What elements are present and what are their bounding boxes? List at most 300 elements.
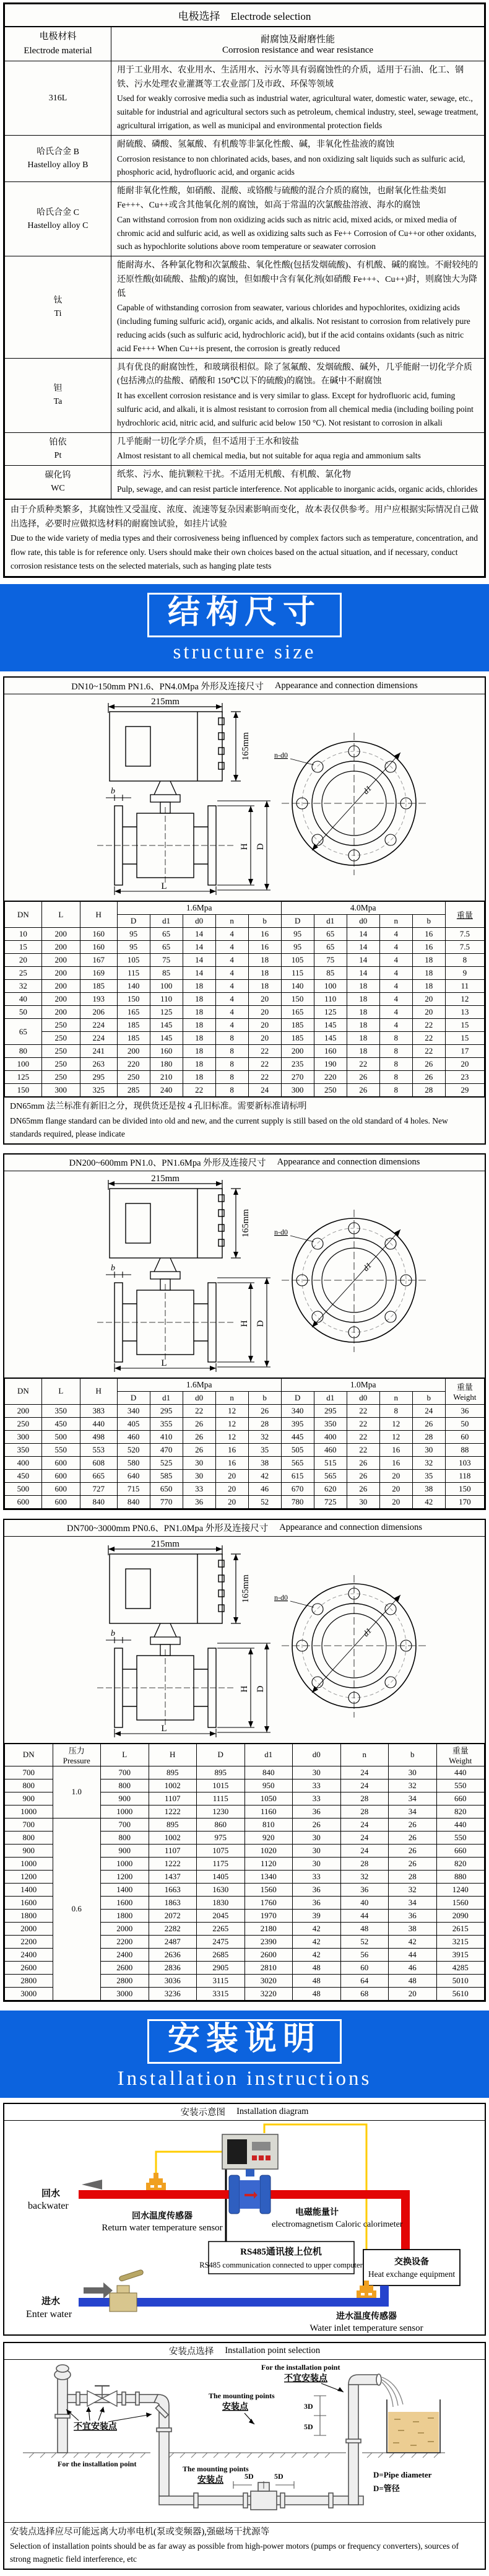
dim-cell: 340 [117, 1404, 150, 1417]
electrode-material: 钽 Ta [5, 358, 111, 432]
dim-d1-label: d1 [361, 1260, 373, 1273]
electrode-table-title [5, 4, 485, 27]
dim-cell: 36 [293, 1883, 341, 1896]
table-row [5, 1443, 485, 1456]
dim-cell: 20 [215, 1482, 248, 1495]
dim-cell: 34 [389, 1792, 437, 1805]
section2-diagram [4, 1171, 485, 1378]
dim-cell: 150 [281, 993, 314, 1006]
dim-cell: 22 [412, 1019, 445, 1032]
dim-cell: 1970 [244, 1909, 293, 1922]
sub-col-d1: d1 [314, 915, 347, 928]
section2-header-row1 [5, 1378, 485, 1391]
dim-165 [231, 1189, 241, 1258]
dim-cell: 840 [244, 1766, 293, 1779]
dim-cell: 30 [293, 1857, 341, 1870]
dim-cell: 150 [445, 1482, 484, 1495]
flange-front-view [274, 1575, 426, 1718]
dim-cell: 18 [183, 1058, 215, 1071]
dim-cell: 24 [340, 1779, 389, 1792]
dim-cell: 840 [80, 1495, 117, 1508]
electrode-row [5, 135, 485, 181]
dim-cell: 3220 [244, 1987, 293, 2000]
install-point-note: 安装点选择应尽可能远离大功率电机(泵或变频器),强磁场干扰源等 Selection of installation points should be as far away as possible from high-power motors (pumps or frequency converters), sources of strong magnetic field interference, etc [4, 2522, 485, 2569]
dim-cell: 115 [117, 967, 150, 980]
electrode-material: 哈氏合金 C Hastelloy alloy C [5, 182, 111, 256]
electrode-title-en: Electrode selection [230, 10, 311, 22]
dim-cell: 26 [389, 1831, 437, 1844]
dim-b-label: b [111, 1263, 115, 1273]
table-row [5, 967, 485, 980]
dim-cell: 48 [293, 1987, 341, 2000]
dim-cell: 36 [293, 1896, 341, 1909]
dim-cell: 15 [445, 1019, 484, 1032]
dim-cell: 1120 [244, 1857, 293, 1870]
dim-cell: 500 [41, 1430, 80, 1443]
dim-cell: 2475 [197, 1935, 245, 1948]
dim-cell: 2905 [197, 1961, 245, 1974]
dim-cell: 30 [412, 1443, 445, 1456]
flange-front-view [274, 733, 426, 875]
dim-cell: 145 [314, 1019, 347, 1032]
banner-en: Installation instructions [117, 2067, 372, 2090]
dim-cell: 18 [347, 1019, 379, 1032]
dim-cell: 2800 [5, 1974, 53, 1987]
dim-cell: 52 [340, 1935, 389, 1948]
dim-cell: 665 [80, 1469, 117, 1482]
enter-arrow-icon [84, 2282, 113, 2299]
dim-cell: 65 [150, 941, 183, 954]
dim-cell: 14 [183, 941, 215, 954]
top-bad-point-label-zh: 不宜安装点 [284, 2373, 327, 2383]
dim-cell: 46 [248, 1482, 281, 1495]
pour-stream [382, 2377, 403, 2407]
dim-cell: 460 [117, 1430, 150, 1443]
col-b: b [389, 1744, 437, 1766]
dim-cell: 800 [5, 1779, 53, 1792]
dim-cell: 2600 [101, 1961, 149, 1974]
dim-165 [231, 712, 241, 781]
electrode-table-body [5, 61, 485, 499]
dim-cell: 60 [445, 1430, 484, 1443]
table-row [5, 1404, 485, 1417]
dim-cell: 40 [340, 1896, 389, 1909]
dim-cell: 20 [389, 1987, 437, 2000]
col-pressure: 压力 Pressure [53, 1744, 101, 1766]
dim-cell: 18 [183, 1006, 215, 1019]
dim-cell: 553 [80, 1443, 117, 1456]
dim-cell: 5010 [436, 1974, 485, 1987]
electrode-description: 用于工业用水、农业用水、生活用水、污水等具有弱腐蚀性的介质，适用于石油、化工、钢铁、污水处理农业灌溉等工农业部门及市政、环保等领域 Used for weakly corrosive media such as industrial water, agricultural water, domestic water, sewage, etc., suitable for industrial and agricultural sectors such as petroleum, chemical industry, steel, sewage treatment, agricultural irrigation, as well as municipal and environmental protection fields [111, 61, 485, 136]
dim-cell: 165 [117, 1006, 150, 1019]
dim-cell: 2282 [149, 1922, 197, 1935]
rs485-label-en: RS485 communication connected to upper computer [199, 2260, 363, 2269]
dim-cell: 95 [117, 941, 150, 954]
dim-cell: 810 [244, 1818, 293, 1831]
calorimeter-icon [222, 2134, 278, 2214]
dim-cell: 700 [101, 1818, 149, 1831]
col-weight: 重量 Weight [436, 1744, 485, 1766]
dim-cell: 140 [117, 980, 150, 993]
dim-cell: 22 [347, 1430, 379, 1443]
dim-cell: 33 [293, 1792, 341, 1805]
dim-cell: 28 [248, 1417, 281, 1430]
dim-cell: 33 [293, 1779, 341, 1792]
sub-col-b: b [412, 1391, 445, 1404]
dim-cell: 25 [5, 967, 42, 980]
inlet-sensor-label-zh: 进水温度传感器 [336, 2312, 397, 2321]
section2-header: DN200~600mm PN1.0、PN1.6Mpa 外形及连接尺寸 Appearance and connection dimensions [4, 1155, 485, 1171]
dim-cell: 14 [347, 954, 379, 967]
dim-cell: 660 [436, 1792, 485, 1805]
dim-cell: 36 [389, 1909, 437, 1922]
dim-cell: 585 [150, 1469, 183, 1482]
dim-cell: 118 [445, 1469, 484, 1482]
dim-b [106, 1272, 131, 1278]
backwater-label-en: backwater [28, 2200, 69, 2211]
dim-cell: 800 [101, 1779, 149, 1792]
converter-box [110, 712, 224, 781]
dim-cell: 1222 [149, 1805, 197, 1818]
electrode-material: 碳化钨 WC [5, 466, 111, 499]
riser-dim-bracket [314, 2396, 326, 2435]
dim-cell: 35 [248, 1443, 281, 1456]
dim-cell: 220 [314, 1071, 347, 1084]
dim-cell: 48 [293, 1961, 341, 1974]
dim-cell: 34 [389, 1805, 437, 1818]
electrode-col2-header: 耐腐蚀及耐磨性能 Corrosion resistance and wear resistance [111, 27, 485, 61]
sub-col-d1: d1 [150, 915, 183, 928]
dim-cell: 26 [347, 1482, 379, 1495]
dim-cell: 28 [340, 1792, 389, 1805]
dim-cell: 200 [41, 928, 80, 941]
dim-cell: 95 [117, 928, 150, 941]
dim-cell: 16 [248, 928, 281, 941]
dim-cell: 42 [389, 1935, 437, 1948]
dim-cell: 22 [183, 1404, 215, 1417]
dim-cell: 26 [183, 1430, 215, 1443]
dim-cell: 8 [215, 1071, 248, 1084]
dim-cell: 32 [5, 980, 42, 993]
dim-cell: 48 [340, 1922, 389, 1935]
mount-points-label-en-1: The mounting points [209, 2391, 275, 2400]
col-weight: 重量 [445, 902, 484, 928]
dim-cell: 22 [248, 1058, 281, 1071]
dim-cell: 20 [5, 954, 42, 967]
dim-d-label: D [256, 1685, 266, 1693]
dim-cell: 727 [80, 1482, 117, 1495]
dim-cell: 180 [150, 1058, 183, 1071]
dim-cell: 1560 [436, 1896, 485, 1909]
dim-cell: 1400 [101, 1883, 149, 1896]
dim-b-label: b [111, 787, 115, 797]
sub-col-d1: d1 [150, 1391, 183, 1404]
dim-cell: 3115 [197, 1974, 245, 1987]
dim-cell: 16 [215, 1443, 248, 1456]
electrode-material: 铂依 Pt [5, 432, 111, 466]
dim-cell: 300 [41, 1084, 80, 1097]
dim-cell: 8 [445, 954, 484, 967]
dim-cell: 565 [281, 1456, 314, 1469]
return-sensor-label-zh: 回水温度传感器 [132, 2211, 193, 2221]
dim-cell: 660 [436, 1844, 485, 1857]
dim-cell: 185 [117, 1032, 150, 1045]
dim-cell: 1630 [197, 1883, 245, 1896]
dim-165-label: 165mm [241, 1208, 251, 1238]
dim-cell: 900 [101, 1844, 149, 1857]
dim-cell: 13 [445, 1006, 484, 1019]
dim-cell: 3036 [149, 1974, 197, 1987]
sub-col-b: b [412, 915, 445, 928]
table-row [5, 1482, 485, 1495]
section2-table [4, 1378, 485, 1509]
dim-cell: 22 [347, 1417, 379, 1430]
dim-cell: 715 [117, 1482, 150, 1495]
dim-cell: 18 [248, 967, 281, 980]
electrode-description: 耐硫酸、磷酸、氢氟酸、有机酸等非氯化性酸、碱，非氧化性盐液的腐蚀 Corrosion resistance to non chlorinated acids, bases, and non oxidizing salt liquids such as sulfuric acid, phosphoric acid, hydrofluoric acid, and organic acids [111, 135, 485, 181]
dim-cell: 670 [281, 1482, 314, 1495]
dim-cell: 600 [41, 1482, 80, 1495]
dim-h-label: H [240, 843, 249, 850]
dim-cell: 85 [314, 967, 347, 980]
electrode-col1-header: 电极材料 Electrode material [5, 27, 111, 61]
dim-cell: 210 [150, 1071, 183, 1084]
dim-cell: 36 [445, 1404, 484, 1417]
section3-header: DN700~3000mm PN0.6、PN1.0Mpa 外形及连接尺寸 Appearance and connection dimensions [4, 1520, 485, 1537]
electrode-description: 能耐非氧化性酸，如硝酸、混酸、或铬酸与硫酸的混合介质的腐蚀，也耐氧化性盐类如 Fe+++、Cu++或含其他氧化剂的腐蚀，如高于常温的次氯酸盐溶液、海水的腐蚀 Can withstand corrosion from non oxidizing acids such as nitric acid, mixed acids, or mixed media of chromic acid and sulfuric acid, as well as oxidizing salts such as Fe++ Corrosion of Cu++or other oxidants, such as hypochlorite solutions above room temperature or seawater corrosion [111, 182, 485, 256]
left-bad-arrowheads [66, 2407, 152, 2417]
sub-col-D: D [117, 915, 150, 928]
dim-cell: 17 [445, 1045, 484, 1058]
dim-cell: 220 [117, 1058, 150, 1071]
dim-cell: 18 [412, 954, 445, 967]
dim-cell: 100 [314, 980, 347, 993]
dim-cell: 32 [412, 1456, 445, 1469]
dim-cell: 28 [340, 1805, 389, 1818]
left-bad-arrows [66, 2407, 152, 2422]
col-dn: DN [5, 1744, 53, 1766]
ground-hatch [29, 2453, 439, 2458]
return-temp-sensor-icon [146, 2173, 166, 2190]
dim-cell: 1160 [244, 1805, 293, 1818]
dim-cell: 18 [183, 993, 215, 1006]
dim-d-label: D [256, 1320, 266, 1327]
dim-cell: 460 [314, 1443, 347, 1456]
dim-cell: 8 [379, 1404, 412, 1417]
dim-cell: 498 [80, 1430, 117, 1443]
section1-header-row1 [5, 902, 485, 915]
dim-cell: 145 [150, 1032, 183, 1045]
bottom-pipe [159, 2482, 363, 2510]
dim-cell: 1560 [244, 1883, 293, 1896]
electrode-description: 纸浆、污水、能抗颗粒干扰。不适用无机酸、有机酸、氯化物 Pulp, sewage, and can resist particle interference. Not applicable to inorganic acids, organic acids, chlorides [111, 466, 485, 499]
dim-cell: 1075 [197, 1844, 245, 1857]
converter-box [110, 1554, 224, 1623]
dim-cell: 30 [293, 1844, 341, 1857]
table-row [5, 1032, 485, 1045]
dim-cell: 2487 [149, 1935, 197, 1948]
dim-cell: 30 [347, 1495, 379, 1508]
dim-cell: 23 [445, 1071, 484, 1084]
converter-box [110, 1189, 224, 1258]
dim-cell: 75 [314, 954, 347, 967]
dim-cell: 1115 [197, 1792, 245, 1805]
dim-cell: 3000 [101, 1987, 149, 2000]
col-dn: DN [5, 902, 42, 928]
dim-cell: 50 [445, 1417, 484, 1430]
dim-cell: 44 [340, 1909, 389, 1922]
mount-points-label-zh-2: 安装点 [197, 2475, 223, 2485]
dim-cell: 85 [150, 967, 183, 980]
table-row [5, 1019, 485, 1032]
sub-col-d0: d0 [183, 915, 215, 928]
structure-diagram [4, 1174, 462, 1373]
dim-cell: 22 [248, 1045, 281, 1058]
dim-cell: 295 [150, 1404, 183, 1417]
dim-cell: 1200 [101, 1870, 149, 1883]
dim-cell: 46 [389, 1961, 437, 1974]
electrode-description: 具有优良的耐腐蚀性，和玻璃很相似。除了氢氟酸、发烟硫酸、碱外，几乎能耐一切化学介质(包括沸点的盐酸、硝酸和 150℃以下的硫酸)的腐蚀。在碱中不耐腐蚀 It has excellent corrosion resistance and is very similar to glass. Except for hydrofluoric acid, fuming sulfuric acid, and alkali, it is almost resistant to corrosion from all chemical media (including boiling point hydrochloric acid, nitric acid, and sulfuric acid below 150 °C). Not resistant to corrosion in alkali [111, 358, 485, 432]
dim-cell: 36 [340, 1883, 389, 1896]
dim-cell: 2000 [5, 1922, 53, 1935]
table-row [5, 1766, 485, 1779]
dim-cell: 600 [5, 1495, 42, 1508]
dim-cell: 26 [183, 1443, 215, 1456]
sub-col-D: D [281, 915, 314, 928]
dim-cell: 18 [183, 980, 215, 993]
dim-cell: 200 [41, 941, 80, 954]
dim-cell: 52 [248, 1495, 281, 1508]
calorimeter-label-zh: 电磁能量计 [295, 2207, 339, 2217]
dim-cell: 200 [41, 1006, 80, 1019]
dim-cell: 26 [248, 1404, 281, 1417]
tank [387, 2399, 440, 2453]
group-10mpa: 1.0Mpa [281, 1378, 445, 1391]
dim-cell: 20 [215, 1495, 248, 1508]
left-bad-point-label-en: For the installation point [58, 2459, 137, 2468]
banner-zh-box: 安装说明 [147, 2019, 342, 2064]
dim-cell: 140 [281, 980, 314, 993]
sub-col-d0: d0 [347, 1391, 379, 1404]
dim-cell: 4 [215, 1019, 248, 1032]
dim-cell: 1240 [436, 1883, 485, 1896]
electrode-title-zh: 电极选择 [178, 10, 220, 22]
section1-note: DN65mm 法兰标准有新旧之分，现供货还是按 4 孔旧标准。需要新标准请标明 DN65mm flange standard can be divided into old and new, and the current supply is still based on the old standard of 4 holes. New standards required, please indicate [4, 1097, 485, 1143]
dim-cell: 65 [314, 928, 347, 941]
table-row [5, 1417, 485, 1430]
col-dn: DN [5, 1378, 42, 1404]
dim-cell: 200 [117, 1045, 150, 1058]
dim-cell: 263 [80, 1058, 117, 1071]
dim-cell: 18 [183, 1071, 215, 1084]
dim-cell: 185 [281, 1019, 314, 1032]
table-row [5, 954, 485, 967]
dim-cell: 4 [215, 993, 248, 1006]
dim-cell: 30 [293, 1831, 341, 1844]
dim-cell: 800 [101, 1831, 149, 1844]
dim-cell: 900 [5, 1844, 53, 1857]
col-h: H [80, 902, 117, 928]
sub-col-b: b [248, 1391, 281, 1404]
dim-cell: 12 [379, 1430, 412, 1443]
col-weight: 重量 Weight [445, 1378, 484, 1404]
dim-cell: 200 [5, 1404, 42, 1417]
sub-col-b: b [248, 915, 281, 928]
dim-cell: 65 [314, 941, 347, 954]
dim-cell: 920 [244, 1831, 293, 1844]
heat-exchange-label-zh: 交换设备 [394, 2257, 429, 2267]
dim-cell: 395 [281, 1417, 314, 1430]
dim-cell: 22 [347, 1058, 379, 1071]
dim-cell: 8 [215, 1045, 248, 1058]
sub-col-d0: d0 [183, 1391, 215, 1404]
dim-cell: 405 [117, 1417, 150, 1430]
dim-165-label: 165mm [241, 732, 251, 761]
dim-cell: 1437 [149, 1870, 197, 1883]
dim-cell: 20 [248, 993, 281, 1006]
electrode-row [5, 61, 485, 136]
dim-cell: 200 [41, 954, 80, 967]
dim-cell: 48 [389, 1974, 437, 1987]
dim-cell: 505 [281, 1443, 314, 1456]
dim-cell: 2800 [101, 1974, 149, 1987]
dim-cell: 820 [436, 1857, 485, 1870]
dim-cell: 100 [5, 1058, 42, 1071]
dim-cell: 24 [340, 1844, 389, 1857]
dim-cell: 29 [445, 1084, 484, 1097]
dim-cell: 4 [379, 1006, 412, 1019]
dim-l-label: L [161, 1723, 167, 1734]
dim-cell: 22 [347, 1443, 379, 1456]
installation-diagram [4, 2121, 469, 2334]
dim-cell: 200 [41, 967, 80, 980]
dim-cell: 270 [281, 1071, 314, 1084]
dim-cell: 1800 [5, 1909, 53, 1922]
group-16mpa: 1.6Mpa [117, 1378, 281, 1391]
dim-cell: 20 [445, 1058, 484, 1071]
dim-cell: 1002 [149, 1779, 197, 1792]
dim-cell: 26 [347, 1469, 379, 1482]
dim-cell: 7.5 [445, 941, 484, 954]
dim-cell: 48 [293, 1974, 341, 1987]
sub-col-D: D [117, 1391, 150, 1404]
section3-table [4, 1744, 485, 2001]
dim-cell: 1020 [244, 1844, 293, 1857]
structure-size-banner [0, 584, 489, 671]
pressure-cell: 0.6 [53, 1818, 101, 2000]
table-row [5, 1058, 485, 1071]
dim-cell: 24 [248, 1084, 281, 1097]
dim-cell: 1175 [197, 1857, 245, 1870]
dim-cell: 900 [101, 1792, 149, 1805]
dim-cell: 88 [445, 1443, 484, 1456]
dim-cell: 3915 [436, 1948, 485, 1961]
dim-cell: 8 [379, 1032, 412, 1045]
dim-cell: 44 [389, 1948, 437, 1961]
dim-cell: 340 [281, 1404, 314, 1417]
electrode-row [5, 182, 485, 256]
dim-cell: 500 [5, 1482, 42, 1495]
dim-cell: 28 [412, 1430, 445, 1443]
dim-215-label: 215mm [151, 1173, 180, 1184]
dim-cell: 32 [340, 1870, 389, 1883]
table-row [5, 1818, 485, 1831]
dim-cell: 880 [436, 1870, 485, 1883]
dim-cell: 295 [80, 1071, 117, 1084]
dim-cell: 18 [412, 967, 445, 980]
electrode-row [5, 256, 485, 358]
dim-b [106, 795, 131, 801]
